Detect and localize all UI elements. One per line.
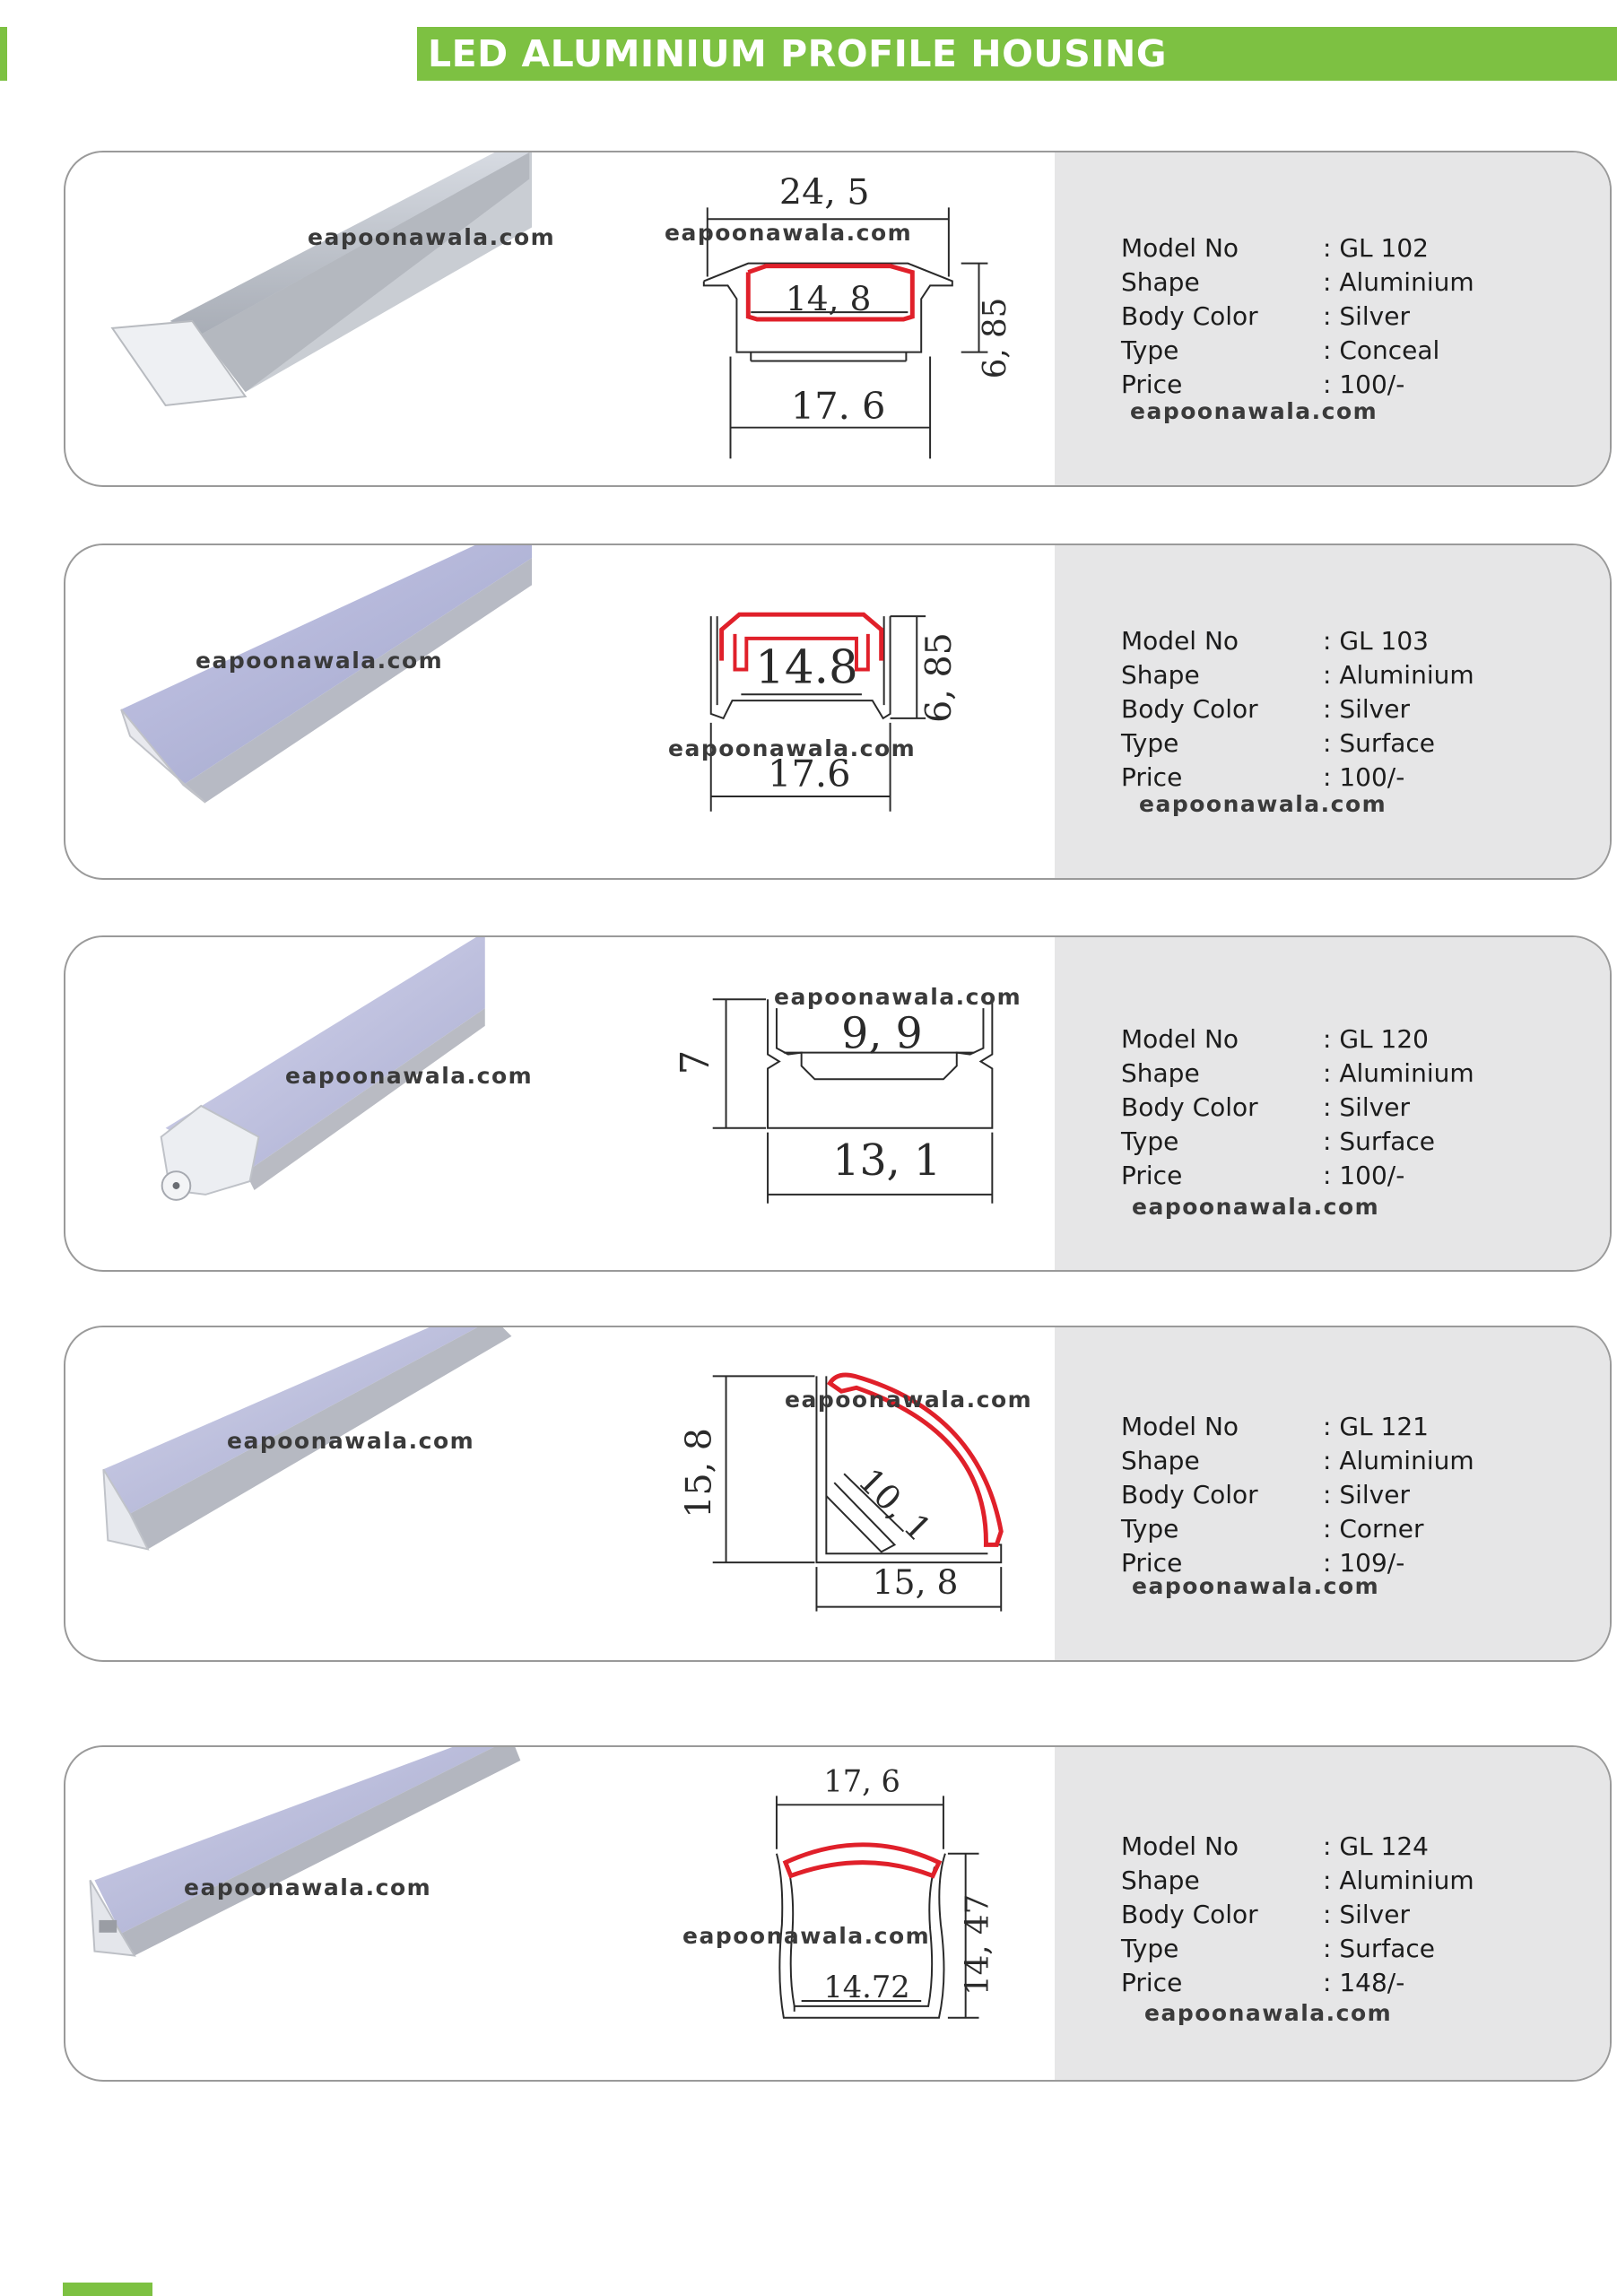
spec-panel [1055, 545, 1610, 878]
spec-value-shape: : Aluminium [1323, 267, 1474, 297]
dimension-label: 14, 8 [785, 279, 872, 319]
product-photo [65, 545, 532, 878]
spec-value-model: : GL 103 [1323, 626, 1429, 656]
spec-value-price: : 100/- [1323, 762, 1405, 792]
dimension-label: 14.8 [755, 640, 858, 695]
spec-label-type: Type [1121, 335, 1179, 365]
spec-value-model: : GL 124 [1323, 1831, 1429, 1861]
watermark: eapoonawala.com [665, 220, 913, 246]
product-card-gl102 [64, 151, 1612, 487]
spec-value-type: : Surface [1323, 728, 1436, 758]
cross-section-drawing [622, 152, 1088, 485]
spec-value-price: : 148/- [1323, 1968, 1405, 1997]
spec-value-color: : Silver [1323, 301, 1410, 331]
dimension-label: 17, 6 [823, 1763, 900, 1799]
dimension-label: 15, 8 [872, 1561, 959, 1602]
spec-label-shape: Shape [1121, 1058, 1200, 1088]
spec-list [1121, 1410, 1474, 1580]
cross-section-drawing [622, 1327, 1088, 1660]
spec-label-price: Price [1121, 1968, 1183, 1997]
spec-panel [1055, 937, 1610, 1270]
spec-label-shape: Shape [1121, 1446, 1200, 1475]
spec-label-price: Price [1121, 1161, 1183, 1190]
product-photo [65, 937, 532, 1270]
dimension-label: 14, 47 [959, 1893, 996, 1996]
dimension-label: 17. 6 [790, 383, 886, 428]
spec-label-color: Body Color [1121, 694, 1258, 724]
spec-label-shape: Shape [1121, 267, 1200, 297]
spec-value-type: : Conceal [1323, 335, 1440, 365]
watermark: eapoonawala.com [1132, 1573, 1380, 1599]
product-photo [65, 1747, 532, 2080]
cross-section-drawing [622, 545, 1088, 878]
spec-list [1121, 231, 1474, 402]
spec-value-type: : Corner [1323, 1514, 1424, 1544]
spec-value-model: : GL 102 [1323, 233, 1429, 263]
watermark: eapoonawala.com [1130, 398, 1378, 424]
product-photo [65, 152, 532, 485]
spec-label-type: Type [1121, 1126, 1179, 1156]
watermark: eapoonawala.com [668, 735, 917, 761]
spec-list [1121, 1022, 1474, 1193]
spec-value-shape: : Aluminium [1323, 1058, 1474, 1088]
spec-label-color: Body Color [1121, 1092, 1258, 1122]
spec-value-price: : 100/- [1323, 370, 1405, 399]
watermark: eapoonawala.com [1144, 2000, 1393, 2026]
spec-value-model: : GL 120 [1323, 1024, 1429, 1054]
spec-value-color: : Silver [1323, 694, 1410, 724]
spec-label-color: Body Color [1121, 301, 1258, 331]
watermark: eapoonawala.com [785, 1387, 1033, 1413]
spec-value-price: : 100/- [1323, 1161, 1405, 1190]
dimension-label: 6, 85 [917, 632, 960, 723]
spec-value-shape: : Aluminium [1323, 1866, 1474, 1895]
dimension-label: 6, 85 [977, 297, 1014, 379]
dimension-label: 15, 8 [678, 1428, 720, 1518]
product-card-gl121 [64, 1326, 1612, 1662]
watermark: eapoonawala.com [1132, 1194, 1380, 1220]
spec-value-type: : Surface [1323, 1126, 1436, 1156]
cross-section-drawing [622, 1747, 1088, 2080]
spec-value-color: : Silver [1323, 1092, 1410, 1122]
spec-label-type: Type [1121, 1514, 1179, 1544]
watermark: eapoonawala.com [1139, 791, 1387, 817]
left-edge-tab [0, 27, 7, 81]
spec-label-type: Type [1121, 1934, 1179, 1963]
watermark: eapoonawala.com [308, 224, 556, 250]
spec-label-price: Price [1121, 1548, 1183, 1578]
watermark: eapoonawala.com [227, 1428, 475, 1454]
spec-label-model: Model No [1121, 1831, 1239, 1861]
spec-list [1121, 1830, 1474, 2000]
bottom-edge-tab [63, 2283, 152, 2296]
spec-value-type: : Surface [1323, 1934, 1436, 1963]
dimension-label: 14.72 [823, 1969, 910, 2005]
dimension-label: 7 [673, 1049, 718, 1075]
spec-label-model: Model No [1121, 626, 1239, 656]
watermark: eapoonawala.com [184, 1874, 432, 1900]
watermark: eapoonawala.com [285, 1063, 534, 1089]
page-title: LED ALUMINIUM PROFILE HOUSING [417, 27, 1617, 81]
spec-label-model: Model No [1121, 1024, 1239, 1054]
spec-value-shape: : Aluminium [1323, 1446, 1474, 1475]
spec-label-price: Price [1121, 370, 1183, 399]
spec-list [1121, 624, 1474, 795]
product-card-gl124 [64, 1745, 1612, 2082]
dimension-label: 9, 9 [841, 1009, 923, 1059]
watermark: eapoonawala.com [196, 648, 444, 674]
spec-panel [1055, 1327, 1610, 1660]
spec-value-color: : Silver [1323, 1900, 1410, 1929]
spec-label-shape: Shape [1121, 660, 1200, 690]
spec-label-model: Model No [1121, 1412, 1239, 1441]
spec-panel [1055, 1747, 1610, 2080]
spec-label-shape: Shape [1121, 1866, 1200, 1895]
spec-label-model: Model No [1121, 233, 1239, 263]
watermark: eapoonawala.com [774, 984, 1022, 1010]
spec-label-color: Body Color [1121, 1480, 1258, 1509]
watermark: eapoonawala.com [682, 1923, 931, 1949]
spec-panel [1055, 152, 1610, 485]
spec-value-price: : 109/- [1323, 1548, 1405, 1578]
spec-label-color: Body Color [1121, 1900, 1258, 1929]
spec-label-price: Price [1121, 762, 1183, 792]
product-card-gl103 [64, 544, 1612, 880]
dimension-label: 17.6 [768, 752, 851, 796]
product-card-gl120 [64, 935, 1612, 1272]
spec-label-type: Type [1121, 728, 1179, 758]
product-photo [65, 1327, 532, 1660]
spec-value-color: : Silver [1323, 1480, 1410, 1509]
spec-value-model: : GL 121 [1323, 1412, 1429, 1441]
dimension-label: 13, 1 [832, 1136, 942, 1187]
spec-value-shape: : Aluminium [1323, 660, 1474, 690]
dimension-label: 10, 1 [850, 1460, 940, 1550]
dimension-label: 24, 5 [778, 171, 870, 213]
